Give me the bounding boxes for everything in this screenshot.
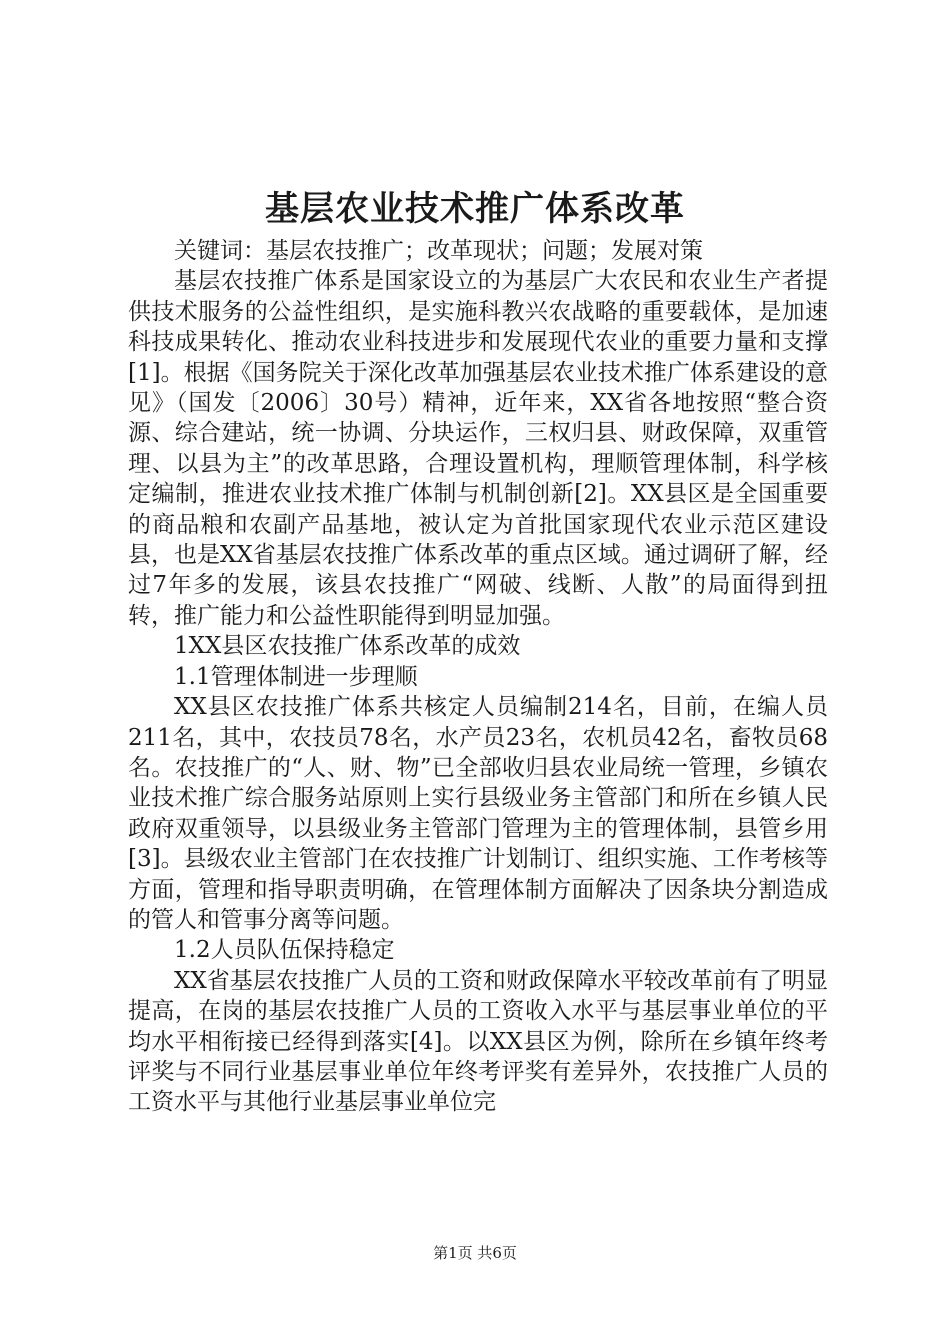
keywords-paragraph: 关键词：基层农技推广；改革现状；问题；发展对策 [174,238,703,264]
page-footer: 第1页 共6页 [433,1244,517,1262]
document-body [128,236,828,1118]
document-title: 基层农业技术推广体系改革 [265,189,685,229]
body-paragraph: XX县区农技推广体系共核定人员编制214名，目前，在编人员211名，其中，农技员78名，水产员23名，农机员42名，畜牧员68名。农技推广的“人、财、物”已全部收归县农业局统一管理，乡镇农业技术推广综合服务站原则上实行县级业务主管部门和所在乡镇人民政府双重领导，以县级业务主管部门管理为主的管理体制，县管乡用[3]。县级农业主管部门在农技推广计划制订、组织实施、工作考核等方面，管理和指导职责明确，在管理体制方面解决了因条块分割造成的管人和管事分离等问题。 [128,694,828,933]
subsection-heading: 1.1管理体制进一步理顺 [174,663,418,690]
section-heading: 1XX县区农技推广体系改革的成效 [174,633,521,660]
subsection-heading: 1.2人员队伍保持稳定 [174,937,395,964]
body-paragraph: XX省基层农技推广人员的工资和财政保障水平较改革前有了明显提高，在岗的基层农技推广人员的工资收入水平与基层事业单位的平均水平相衔接已经得到落实[4]。以XX县区为例，除所在乡镇年终考评奖与不同行业基层事业单位年终考评奖有差异外，农技推广人员的工资水平与其他行业基层事业单位完 [128,967,828,1116]
body-paragraph: 基层农技推广体系是国家设立的为基层广大农民和农业生产者提供技术服务的公益性组织，是实施科教兴农战略的重要载体，是加速科技成果转化、推动农业科技进步和发展现代农业的重要力量和支撑[1]。根据《国务院关于深化改革加强基层农业技术推广体系建设的意见》（国发〔2006〕30号）精神，近年来，XX省各地按照“整合资源、综合建站，统一协调、分块运作，三权归县、财政保障，双重管理、以县为主”的改革思路，合理设置机构，理顺管理体制，科学核定编制，推进农业技术推广体制与机制创新[2]。XX县区是全国重要的商品粮和农副产品基地，被认定为首批国家现代农业示范区建设县，也是XX省基层农技推广体系改革的重点区域。通过调研了解，经过7年多的发展，该县农技推广“网破、线断、人散”的局面得到扭转，推广能力和公益性职能得到明显加强。 [128,268,828,629]
